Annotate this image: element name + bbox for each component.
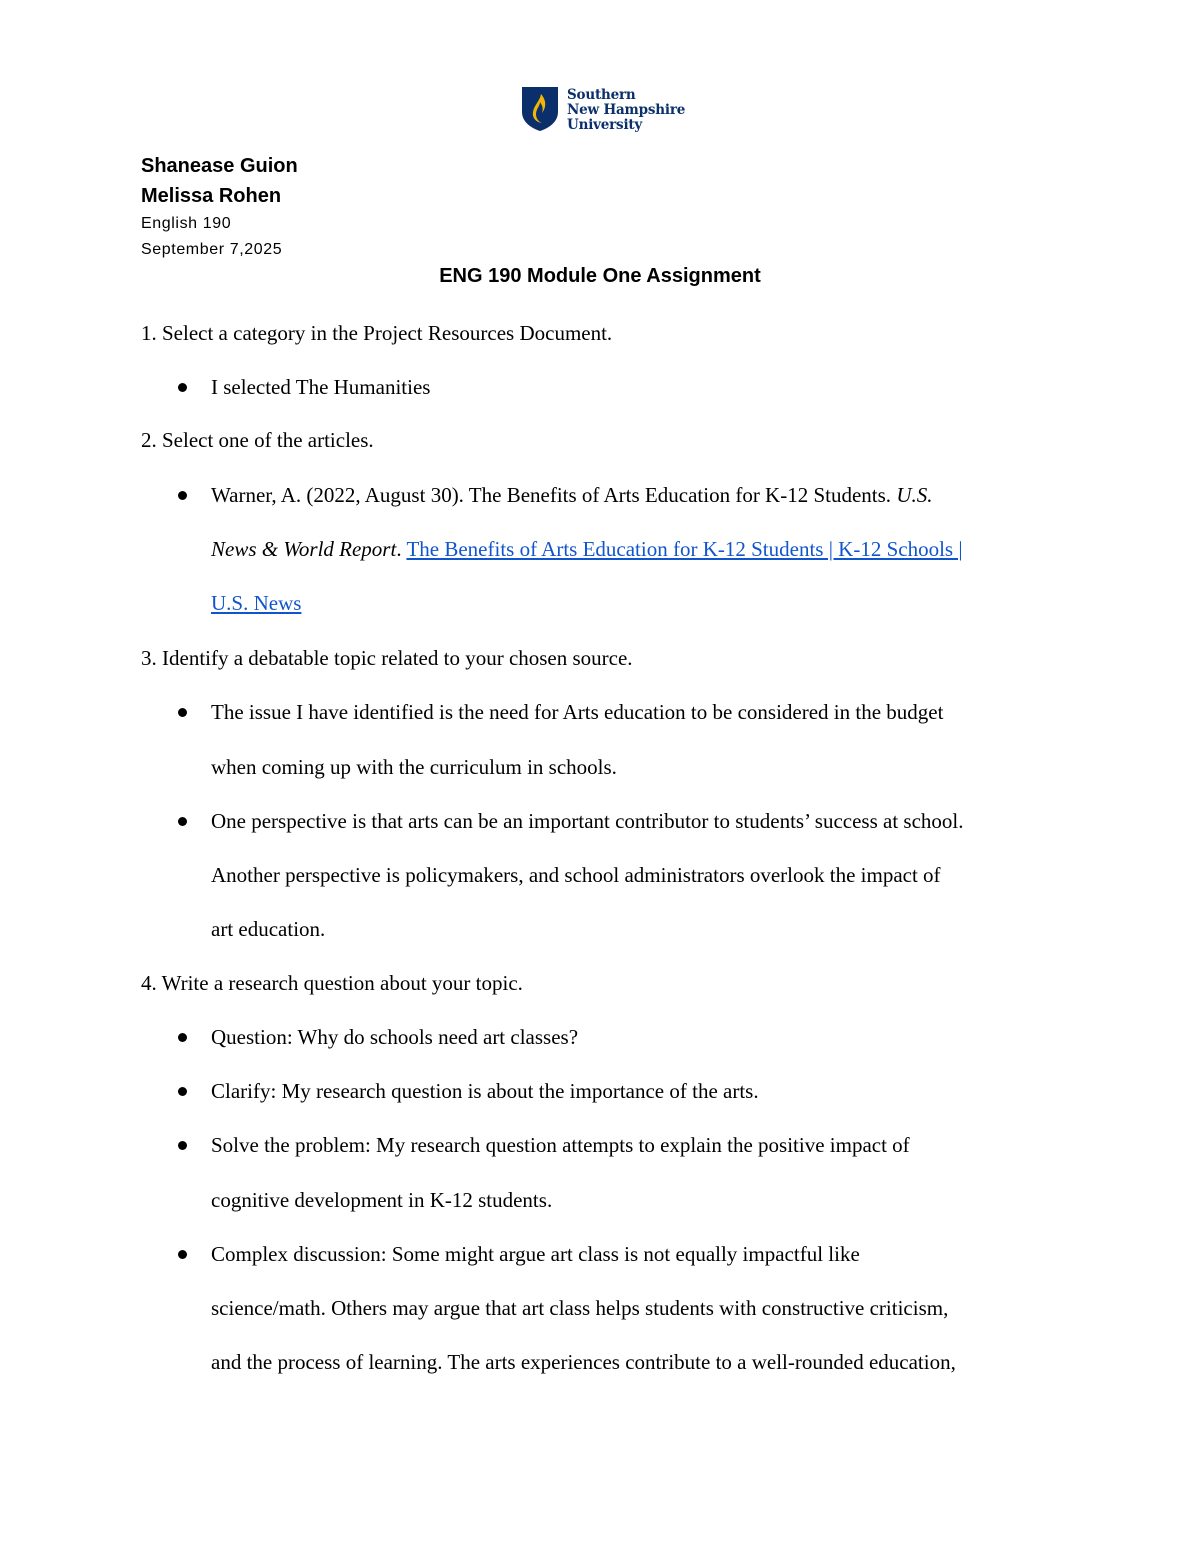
- course-name: English 190: [141, 215, 232, 232]
- snhu-logo: [521, 86, 691, 136]
- instructor-name: Melissa Rohen: [141, 185, 282, 207]
- q4-bullet-2: Clarify: My research question is about the importance of the arts.: [211, 1079, 759, 1103]
- bullet-dot: [178, 1087, 187, 1096]
- citation-italic-us: U.S.: [896, 483, 933, 507]
- question-4: 4. Write a research question about your topic.: [141, 971, 523, 995]
- citation-publication: News & World Report: [211, 537, 397, 561]
- article-link[interactable]: The Benefits of Arts Education for K-12 Students | K-12 Schools |: [406, 537, 963, 561]
- bullet-dot: [178, 1033, 187, 1042]
- logo-line-3: University: [567, 117, 643, 133]
- student-name: Shanease Guion: [141, 155, 298, 177]
- q3-bullet-1-line-2: when coming up with the curriculum in schools.: [211, 755, 617, 779]
- bullet-dot: [178, 383, 187, 392]
- question-3: 3. Identify a debatable topic related to your chosen source.: [141, 646, 633, 670]
- q2-citation-line-3: [211, 590, 301, 616]
- article-link-continued[interactable]: U.S. News: [211, 591, 302, 615]
- q3-bullet-1-line-1: The issue I have identified is the need for Arts education to be considered in the budget: [211, 700, 944, 724]
- question-1: 1. Select a category in the Project Resources Document.: [141, 321, 613, 345]
- shield-flame-icon: [521, 86, 559, 132]
- bullet-dot: [178, 817, 187, 826]
- logo-wordmark: [567, 88, 685, 133]
- citation-period: .: [396, 537, 407, 561]
- bullet-dot: [178, 1250, 187, 1259]
- document-date: September 7,2025: [141, 241, 283, 258]
- q4-bullet-3-line-2: cognitive development in K-12 students.: [211, 1188, 553, 1212]
- logo-line-1: Southern: [567, 87, 636, 103]
- q4-bullet-1: Question: Why do schools need art classes?: [211, 1025, 579, 1049]
- bullet-dot: [178, 1141, 187, 1150]
- q3-bullet-2-line-1: One perspective is that arts can be an important contributor to students’ success at school.: [211, 809, 964, 833]
- q3-bullet-2-line-3: art education.: [211, 917, 326, 941]
- bullet-dot: [178, 708, 187, 717]
- q3-bullet-2-line-2: Another perspective is policymakers, and school administrators overlook the impact of: [211, 863, 941, 887]
- q4-bullet-3-line-1: Solve the problem: My research question attempts to explain the positive impact of: [211, 1133, 910, 1157]
- page-title: ENG 190 Module One Assignment: [439, 265, 761, 287]
- q4-bullet-4-line-3: and the process of learning. The arts experiences contribute to a well-rounded education,: [211, 1350, 956, 1374]
- logo-line-2: New Hampshire: [567, 102, 686, 118]
- q1-bullet-1: I selected The Humanities: [211, 375, 431, 399]
- q4-bullet-4-line-2: science/math. Others may argue that art class helps students with constructive criticism,: [211, 1296, 949, 1320]
- bullet-dot: [178, 491, 187, 500]
- question-2: 2. Select one of the articles.: [141, 428, 374, 452]
- q2-citation-line-2: [211, 536, 963, 562]
- q2-citation-line-1: [211, 482, 932, 508]
- citation-text: Warner, A. (2022, August 30). The Benefits of Arts Education for K-12 Students.: [211, 483, 897, 507]
- q4-bullet-4-line-1: Complex discussion: Some might argue art class is not equally impactful like: [211, 1242, 860, 1266]
